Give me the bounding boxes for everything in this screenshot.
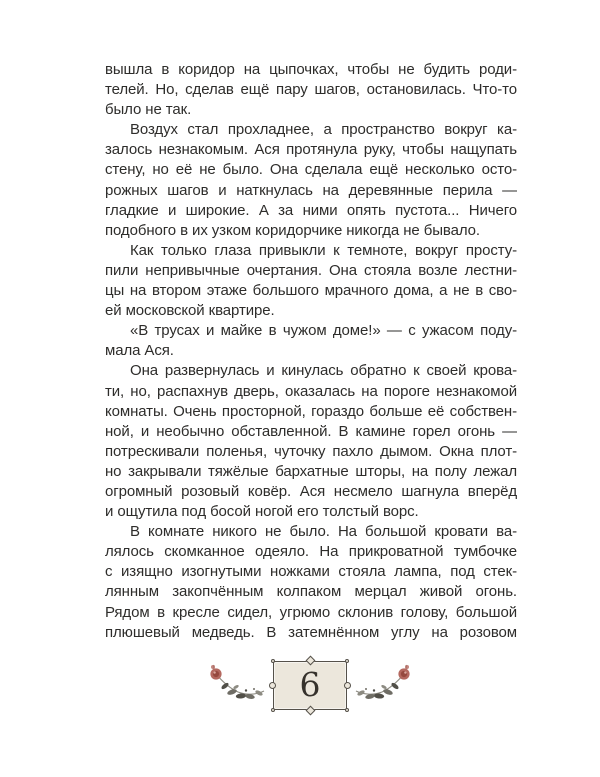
text-line: вышла в коридор на цыпочках, чтобы не будить роди- (105, 61, 517, 78)
frame-knob (344, 682, 351, 689)
text-line: ти, но, распахнув дверь, оказалась на пороге незнакомой (105, 382, 517, 400)
frame-knob (345, 708, 349, 712)
text-line: цы на втором этаже большого мрачного дома, а не в сво- (105, 282, 517, 300)
floral-sprig-left-icon (202, 664, 268, 708)
text-line: Как только глаза привыкли к темноте, вокруг просту- (130, 241, 517, 259)
text-line: гладкие и широкие. А за ними опять пустота... Ничего (105, 201, 517, 219)
text-line: Она развернулась и кинулась обратно к своей крова- (130, 362, 517, 380)
text-line: ей московской квартире. (105, 302, 275, 320)
text-line: плюшевый медведь. В затемнённом углу на розовом (105, 623, 517, 641)
frame-knob (271, 708, 275, 712)
text-line: потрескивали поленья, чуточку пахло дымом. Окна плот- (105, 442, 517, 460)
footer-ornament (202, 656, 418, 718)
text-line: пили непривычные очертания. Она стояла возле лестни- (105, 261, 517, 279)
text-line: комнаты. Очень просторной, гораздо больше её собствен- (105, 402, 517, 420)
page-number: 6 (299, 665, 321, 704)
frame-knob (271, 659, 275, 663)
text-block (105, 60, 517, 643)
text-line: лялось скомканное одеяло. На прикроватной тумбочке (105, 543, 517, 561)
text-line: телей. Но, сделав ещё пару шагов, остановилась. Что-то (105, 81, 517, 99)
text-line: лянным закопчённым колпаком мерцал живой огонь. (105, 583, 517, 601)
text-line: рожных шагов и наткнулась на деревянные перила — (105, 181, 517, 199)
text-line: огромный розовый ковёр. Ася несмело шагнула вперёд (105, 482, 517, 500)
text-line: но закрывали тяжёлые бархатные шторы, на полу лежал (105, 462, 517, 480)
frame-knob (305, 706, 315, 716)
frame-knob (305, 656, 315, 666)
text-line: с изящно изогнутыми ножками стояла лампа, под стек- (105, 563, 517, 581)
text-line: Воздух стал прохладнее, а пространство вокруг ка- (130, 121, 517, 139)
text-line: стену, но её не было. Она сделала ещё несколько осто- (105, 161, 517, 179)
text-line: В комнате никого не было. На большой кровати ва- (130, 523, 517, 541)
text-line: залось незнакомым. Ася протянула руку, чтобы нащупать (105, 141, 517, 159)
text-line: подобного в их узком коридорчике никогда не бывало. (105, 221, 480, 239)
frame-knob (269, 682, 276, 689)
text-line: было не так. (105, 101, 192, 119)
floral-sprig-right-icon (352, 664, 418, 708)
text-line: мала Ася. (105, 342, 174, 360)
text-line: Рядом в кресле сидел, угрюмо склонив голову, большой (105, 603, 517, 621)
text-line: и ощутила под босой ногой его толстый ворс. (105, 503, 419, 521)
frame-knob (345, 659, 349, 663)
text-line: «В трусах и майке в чужом доме!» — с ужасом поду- (130, 322, 517, 340)
text-line: ной, и необычно обставленной. В камине горел огонь — (105, 422, 517, 440)
page-number-frame (273, 661, 347, 710)
